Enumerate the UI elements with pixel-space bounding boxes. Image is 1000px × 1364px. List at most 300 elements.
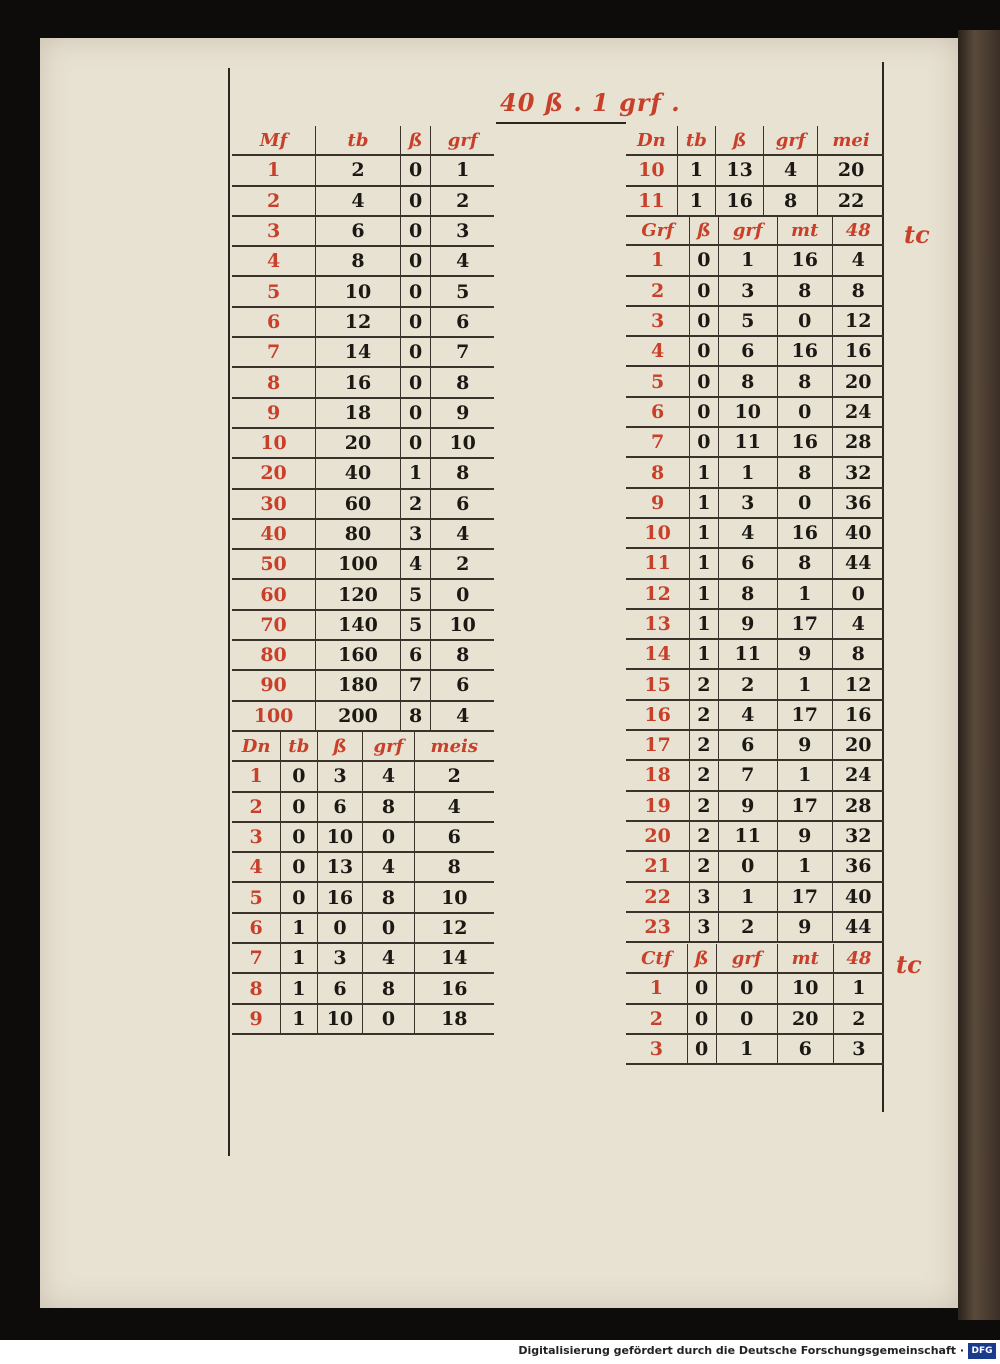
column-header: Dn — [232, 732, 281, 761]
row-key-cell: 8 — [626, 457, 690, 487]
table-cell: 3 — [431, 216, 494, 246]
table-cell: 7 — [400, 670, 431, 700]
table-cell: 20 — [832, 366, 884, 396]
row-key-cell: 9 — [626, 488, 690, 518]
header-row — [232, 126, 494, 155]
row-key-cell: 3 — [232, 822, 281, 852]
table-cell: 32 — [832, 457, 884, 487]
table-row — [232, 276, 494, 306]
table-row — [232, 670, 494, 700]
table-cell: 1 — [777, 851, 832, 881]
table-cell: 6 — [316, 216, 401, 246]
table-cell: 13 — [317, 852, 363, 882]
table-cell: 16 — [777, 427, 832, 457]
table-row — [232, 882, 494, 912]
table-cell: 0 — [317, 913, 363, 943]
table-cell: 2 — [690, 669, 718, 699]
table-cell: 17 — [777, 882, 832, 912]
table-cell: 11 — [718, 821, 777, 851]
row-key-cell: 12 — [626, 579, 690, 609]
table-row — [232, 973, 494, 1003]
table-cell: 10 — [316, 276, 401, 306]
table-row — [232, 337, 494, 367]
row-key-cell: 11 — [626, 548, 690, 578]
header-row — [232, 732, 494, 761]
row-key-cell: 6 — [626, 397, 690, 427]
table-cell: 2 — [690, 730, 718, 760]
table-cell: 6 — [718, 336, 777, 366]
table-cell: 4 — [316, 186, 401, 216]
table-cell: 8 — [764, 186, 818, 216]
table-cell: 1 — [690, 609, 718, 639]
table-cell: 4 — [431, 246, 494, 276]
row-key-cell: 2 — [232, 792, 281, 822]
table-cell: 6 — [777, 1034, 833, 1064]
table-cell: 3 — [317, 761, 363, 791]
table-right-mid — [626, 216, 884, 943]
table-cell: 6 — [718, 730, 777, 760]
table-cell: 12 — [832, 669, 884, 699]
row-key-cell: 5 — [626, 366, 690, 396]
table-cell: 1 — [677, 186, 715, 216]
table-row — [232, 852, 494, 882]
table-cell: 0 — [400, 398, 431, 428]
table-cell: 6 — [431, 489, 494, 519]
column-header: Grf — [626, 216, 690, 245]
column-header: tb — [316, 126, 401, 155]
table-row — [626, 427, 884, 457]
table-cell: 13 — [716, 155, 764, 185]
table-cell: 6 — [317, 792, 363, 822]
header-row — [626, 944, 884, 973]
table-cell: 2 — [690, 760, 718, 790]
table-cell: 2 — [431, 549, 494, 579]
table-cell: 20 — [316, 428, 401, 458]
table-row — [232, 549, 494, 579]
table-cell: 0 — [690, 336, 718, 366]
table-cell: 8 — [431, 367, 494, 397]
table-cell: 6 — [414, 822, 494, 852]
column-header: ß — [400, 126, 431, 155]
table-cell: 0 — [400, 155, 431, 185]
row-key-cell: 20 — [626, 821, 690, 851]
table-cell: 0 — [400, 428, 431, 458]
table-cell: 2 — [431, 186, 494, 216]
column-header: ß — [317, 732, 363, 761]
table-row — [626, 791, 884, 821]
table-cell: 0 — [281, 761, 317, 791]
table-cell: 0 — [400, 337, 431, 367]
table-row — [626, 366, 884, 396]
table-cell: 1 — [690, 548, 718, 578]
table-row — [232, 489, 494, 519]
row-key-cell: 4 — [232, 852, 281, 882]
table-cell: 0 — [690, 276, 718, 306]
row-key-cell: 16 — [626, 700, 690, 730]
table-cell: 4 — [832, 245, 884, 275]
table-cell: 1 — [716, 1034, 777, 1064]
table-row — [232, 822, 494, 852]
table-cell: 36 — [832, 488, 884, 518]
table-cell: 17 — [777, 609, 832, 639]
table-row — [626, 186, 884, 216]
table-cell: 2 — [400, 489, 431, 519]
table-cell: 16 — [777, 336, 832, 366]
table-row — [626, 1034, 884, 1064]
table-cell: 4 — [400, 549, 431, 579]
table-cell: 0 — [281, 822, 317, 852]
table-cell: 9 — [777, 639, 832, 669]
table-cell: 16 — [777, 518, 832, 548]
table-cell: 2 — [690, 851, 718, 881]
table-row — [232, 640, 494, 670]
table-row — [232, 792, 494, 822]
book-edge — [958, 30, 1000, 1320]
table-cell: 40 — [316, 458, 401, 488]
row-key-cell: 40 — [232, 519, 316, 549]
table-cell: 140 — [316, 610, 401, 640]
table-cell: 0 — [777, 488, 832, 518]
table-cell: 1 — [718, 882, 777, 912]
column-header: meis — [414, 732, 494, 761]
table-cell: 11 — [718, 639, 777, 669]
table-cell: 0 — [400, 246, 431, 276]
column-header: grf — [431, 126, 494, 155]
table-cell: 1 — [777, 669, 832, 699]
table-cell: 0 — [687, 1034, 716, 1064]
table-cell: 6 — [400, 640, 431, 670]
table-cell: 0 — [400, 276, 431, 306]
table-cell: 4 — [764, 155, 818, 185]
table-cell: 1 — [718, 457, 777, 487]
table-cell: 0 — [832, 579, 884, 609]
table-cell: 8 — [718, 366, 777, 396]
table-cell: 8 — [363, 882, 414, 912]
table-cell: 36 — [832, 851, 884, 881]
table-row — [626, 276, 884, 306]
row-key-cell: 4 — [626, 336, 690, 366]
row-key-cell: 22 — [626, 882, 690, 912]
table-cell: 8 — [832, 276, 884, 306]
table-cell: 2 — [833, 1004, 884, 1034]
table-row — [626, 700, 884, 730]
table-cell: 0 — [690, 427, 718, 457]
row-key-cell: 20 — [232, 458, 316, 488]
row-key-cell: 3 — [626, 306, 690, 336]
table-cell: 0 — [687, 973, 716, 1003]
table-row — [232, 216, 494, 246]
table-cell: 10 — [317, 822, 363, 852]
row-key-cell: 1 — [232, 155, 316, 185]
left-frame-rule — [228, 68, 230, 1156]
table-cell: 0 — [690, 366, 718, 396]
table-cell: 1 — [690, 579, 718, 609]
table-row — [232, 579, 494, 609]
table-cell: 8 — [777, 457, 832, 487]
table-row — [232, 155, 494, 185]
table-cell: 0 — [716, 1004, 777, 1034]
table-cell: 3 — [833, 1034, 884, 1064]
column-header: mei — [818, 126, 884, 155]
row-key-cell: 2 — [626, 276, 690, 306]
table-cell: 1 — [400, 458, 431, 488]
column-header: ß — [687, 944, 716, 973]
footer-bar — [0, 1340, 1000, 1364]
header-row — [626, 126, 884, 155]
table-cell: 4 — [363, 761, 414, 791]
row-key-cell: 10 — [626, 155, 677, 185]
table-row — [232, 519, 494, 549]
table-cell: 1 — [777, 760, 832, 790]
table-cell: 1 — [690, 488, 718, 518]
table-cell: 2 — [690, 700, 718, 730]
row-key-cell: 17 — [626, 730, 690, 760]
table-cell: 3 — [400, 519, 431, 549]
table-cell: 0 — [690, 397, 718, 427]
row-key-cell: 2 — [626, 1004, 687, 1034]
row-key-cell: 2 — [232, 186, 316, 216]
column-header: Ctf — [626, 944, 687, 973]
table-cell: 9 — [777, 912, 832, 942]
row-key-cell: 9 — [232, 1004, 281, 1034]
table-cell: 16 — [316, 367, 401, 397]
table-cell: 80 — [316, 519, 401, 549]
column-header: ß — [690, 216, 718, 245]
table-cell: 2 — [690, 821, 718, 851]
table-cell: 8 — [363, 973, 414, 1003]
table-cell: 0 — [400, 186, 431, 216]
top-frame-rule — [496, 122, 626, 124]
table-cell: 0 — [687, 1004, 716, 1034]
row-key-cell: 80 — [232, 640, 316, 670]
row-key-cell: 14 — [626, 639, 690, 669]
table-cell: 5 — [718, 306, 777, 336]
table-cell: 8 — [414, 852, 494, 882]
row-key-cell: 21 — [626, 851, 690, 881]
row-key-cell: 23 — [626, 912, 690, 942]
table-cell: 2 — [316, 155, 401, 185]
table-row — [232, 186, 494, 216]
table-cell: 0 — [281, 882, 317, 912]
table-cell: 17 — [777, 791, 832, 821]
table-cell: 4 — [414, 792, 494, 822]
table-cell: 8 — [777, 276, 832, 306]
table-cell: 10 — [777, 973, 833, 1003]
column-header: Dn — [626, 126, 677, 155]
table-cell: 32 — [832, 821, 884, 851]
table-cell: 0 — [400, 307, 431, 337]
table-cell: 9 — [777, 821, 832, 851]
table-cell: 4 — [431, 701, 494, 731]
column-header: ß — [716, 126, 764, 155]
table-cell: 8 — [718, 579, 777, 609]
row-key-cell: 13 — [626, 609, 690, 639]
table-row — [626, 760, 884, 790]
table-cell: 0 — [718, 851, 777, 881]
table-row — [626, 730, 884, 760]
table-row — [232, 943, 494, 973]
table-row — [626, 669, 884, 699]
table-cell: 20 — [832, 730, 884, 760]
column-header: grf — [718, 216, 777, 245]
table-cell: 20 — [777, 1004, 833, 1034]
row-key-cell: 10 — [626, 518, 690, 548]
table-row — [626, 488, 884, 518]
table-cell: 6 — [718, 548, 777, 578]
table-cell: 6 — [431, 307, 494, 337]
table-cell: 40 — [832, 882, 884, 912]
table-cell: 100 — [316, 549, 401, 579]
table-left-top — [232, 126, 494, 732]
row-key-cell: 7 — [232, 337, 316, 367]
column-header: 48 — [832, 216, 884, 245]
table-cell: 12 — [414, 913, 494, 943]
table-row — [626, 155, 884, 185]
table-row — [232, 610, 494, 640]
table-cell: 4 — [431, 519, 494, 549]
table-cell: 0 — [400, 216, 431, 246]
table-cell: 8 — [400, 701, 431, 731]
table-cell: 1 — [690, 457, 718, 487]
column-header: grf — [716, 944, 777, 973]
row-key-cell: 60 — [232, 579, 316, 609]
table-cell: 40 — [832, 518, 884, 548]
table-cell: 2 — [690, 791, 718, 821]
row-key-cell: 4 — [232, 246, 316, 276]
table-row — [626, 851, 884, 881]
table-cell: 17 — [777, 700, 832, 730]
table-cell: 0 — [363, 913, 414, 943]
table-cell: 1 — [431, 155, 494, 185]
page-header: 40 ß . 1 grf . — [500, 88, 681, 117]
table-cell: 44 — [832, 912, 884, 942]
footer-credit: Digitalisierung gefördert durch die Deutsche Forschungsgemeinschaft · — [518, 1344, 964, 1357]
table-cell: 3 — [317, 943, 363, 973]
table-cell: 1 — [690, 518, 718, 548]
table-cell: 4 — [718, 700, 777, 730]
table-cell: 20 — [818, 155, 884, 185]
table-cell: 60 — [316, 489, 401, 519]
column-header: grf — [363, 732, 414, 761]
table-cell: 8 — [777, 548, 832, 578]
row-key-cell: 6 — [232, 913, 281, 943]
table-row — [232, 458, 494, 488]
table-row — [626, 821, 884, 851]
table-cell: 5 — [400, 579, 431, 609]
table-row — [232, 307, 494, 337]
table-cell: 1 — [833, 973, 884, 1003]
table-cell: 1 — [690, 639, 718, 669]
table-row — [626, 973, 884, 1003]
table-cell: 10 — [414, 882, 494, 912]
column-header: mt — [777, 216, 832, 245]
row-key-cell: 70 — [232, 610, 316, 640]
row-key-cell: 8 — [232, 367, 316, 397]
table-row — [626, 397, 884, 427]
table-cell: 1 — [281, 913, 317, 943]
table-cell: 28 — [832, 427, 884, 457]
row-key-cell: 90 — [232, 670, 316, 700]
table-cell: 120 — [316, 579, 401, 609]
row-key-cell: 19 — [626, 791, 690, 821]
table-cell: 9 — [718, 791, 777, 821]
table-cell: 3 — [718, 488, 777, 518]
table-left-bottom — [232, 732, 494, 1035]
row-key-cell: 15 — [626, 669, 690, 699]
table-cell: 9 — [777, 730, 832, 760]
table-right-bottom — [626, 944, 884, 1065]
table-cell: 14 — [316, 337, 401, 367]
table-cell: 0 — [690, 245, 718, 275]
table-cell: 5 — [431, 276, 494, 306]
table-cell: 0 — [281, 792, 317, 822]
table-row — [626, 609, 884, 639]
table-cell: 0 — [716, 973, 777, 1003]
table-cell: 0 — [690, 306, 718, 336]
table-row — [626, 457, 884, 487]
table-row — [232, 398, 494, 428]
table-cell: 6 — [317, 973, 363, 1003]
table-cell: 9 — [718, 609, 777, 639]
table-cell: 9 — [431, 398, 494, 428]
table-cell: 5 — [400, 610, 431, 640]
row-key-cell: 18 — [626, 760, 690, 790]
table-cell: 0 — [777, 397, 832, 427]
table-cell: 1 — [281, 943, 317, 973]
table-row — [232, 761, 494, 791]
table-cell: 10 — [431, 428, 494, 458]
side-mark-1: tc — [904, 220, 930, 249]
table-row — [626, 912, 884, 942]
table-cell: 14 — [414, 943, 494, 973]
table-row — [626, 548, 884, 578]
table-row — [232, 913, 494, 943]
table-cell: 7 — [718, 760, 777, 790]
row-key-cell: 50 — [232, 549, 316, 579]
row-key-cell: 9 — [232, 398, 316, 428]
column-header: tb — [281, 732, 317, 761]
table-row — [626, 518, 884, 548]
column-header: grf — [764, 126, 818, 155]
table-cell: 180 — [316, 670, 401, 700]
table-cell: 18 — [316, 398, 401, 428]
table-cell: 4 — [718, 518, 777, 548]
table-cell: 11 — [718, 427, 777, 457]
column-header: mt — [777, 944, 833, 973]
table-cell: 16 — [317, 882, 363, 912]
table-cell: 1 — [718, 245, 777, 275]
table-cell: 6 — [431, 670, 494, 700]
table-cell: 3 — [690, 882, 718, 912]
table-cell: 10 — [718, 397, 777, 427]
table-cell: 1 — [777, 579, 832, 609]
row-key-cell: 6 — [232, 307, 316, 337]
table-cell: 4 — [363, 852, 414, 882]
table-cell: 1 — [281, 1004, 317, 1034]
row-key-cell: 11 — [626, 186, 677, 216]
table-cell: 2 — [718, 912, 777, 942]
table-cell: 24 — [832, 760, 884, 790]
row-key-cell: 30 — [232, 489, 316, 519]
table-cell: 28 — [832, 791, 884, 821]
table-cell: 3 — [718, 276, 777, 306]
table-cell: 8 — [316, 246, 401, 276]
table-row — [626, 306, 884, 336]
row-key-cell: 100 — [232, 701, 316, 731]
table-row — [232, 701, 494, 731]
header-row — [626, 216, 884, 245]
table-cell: 1 — [677, 155, 715, 185]
